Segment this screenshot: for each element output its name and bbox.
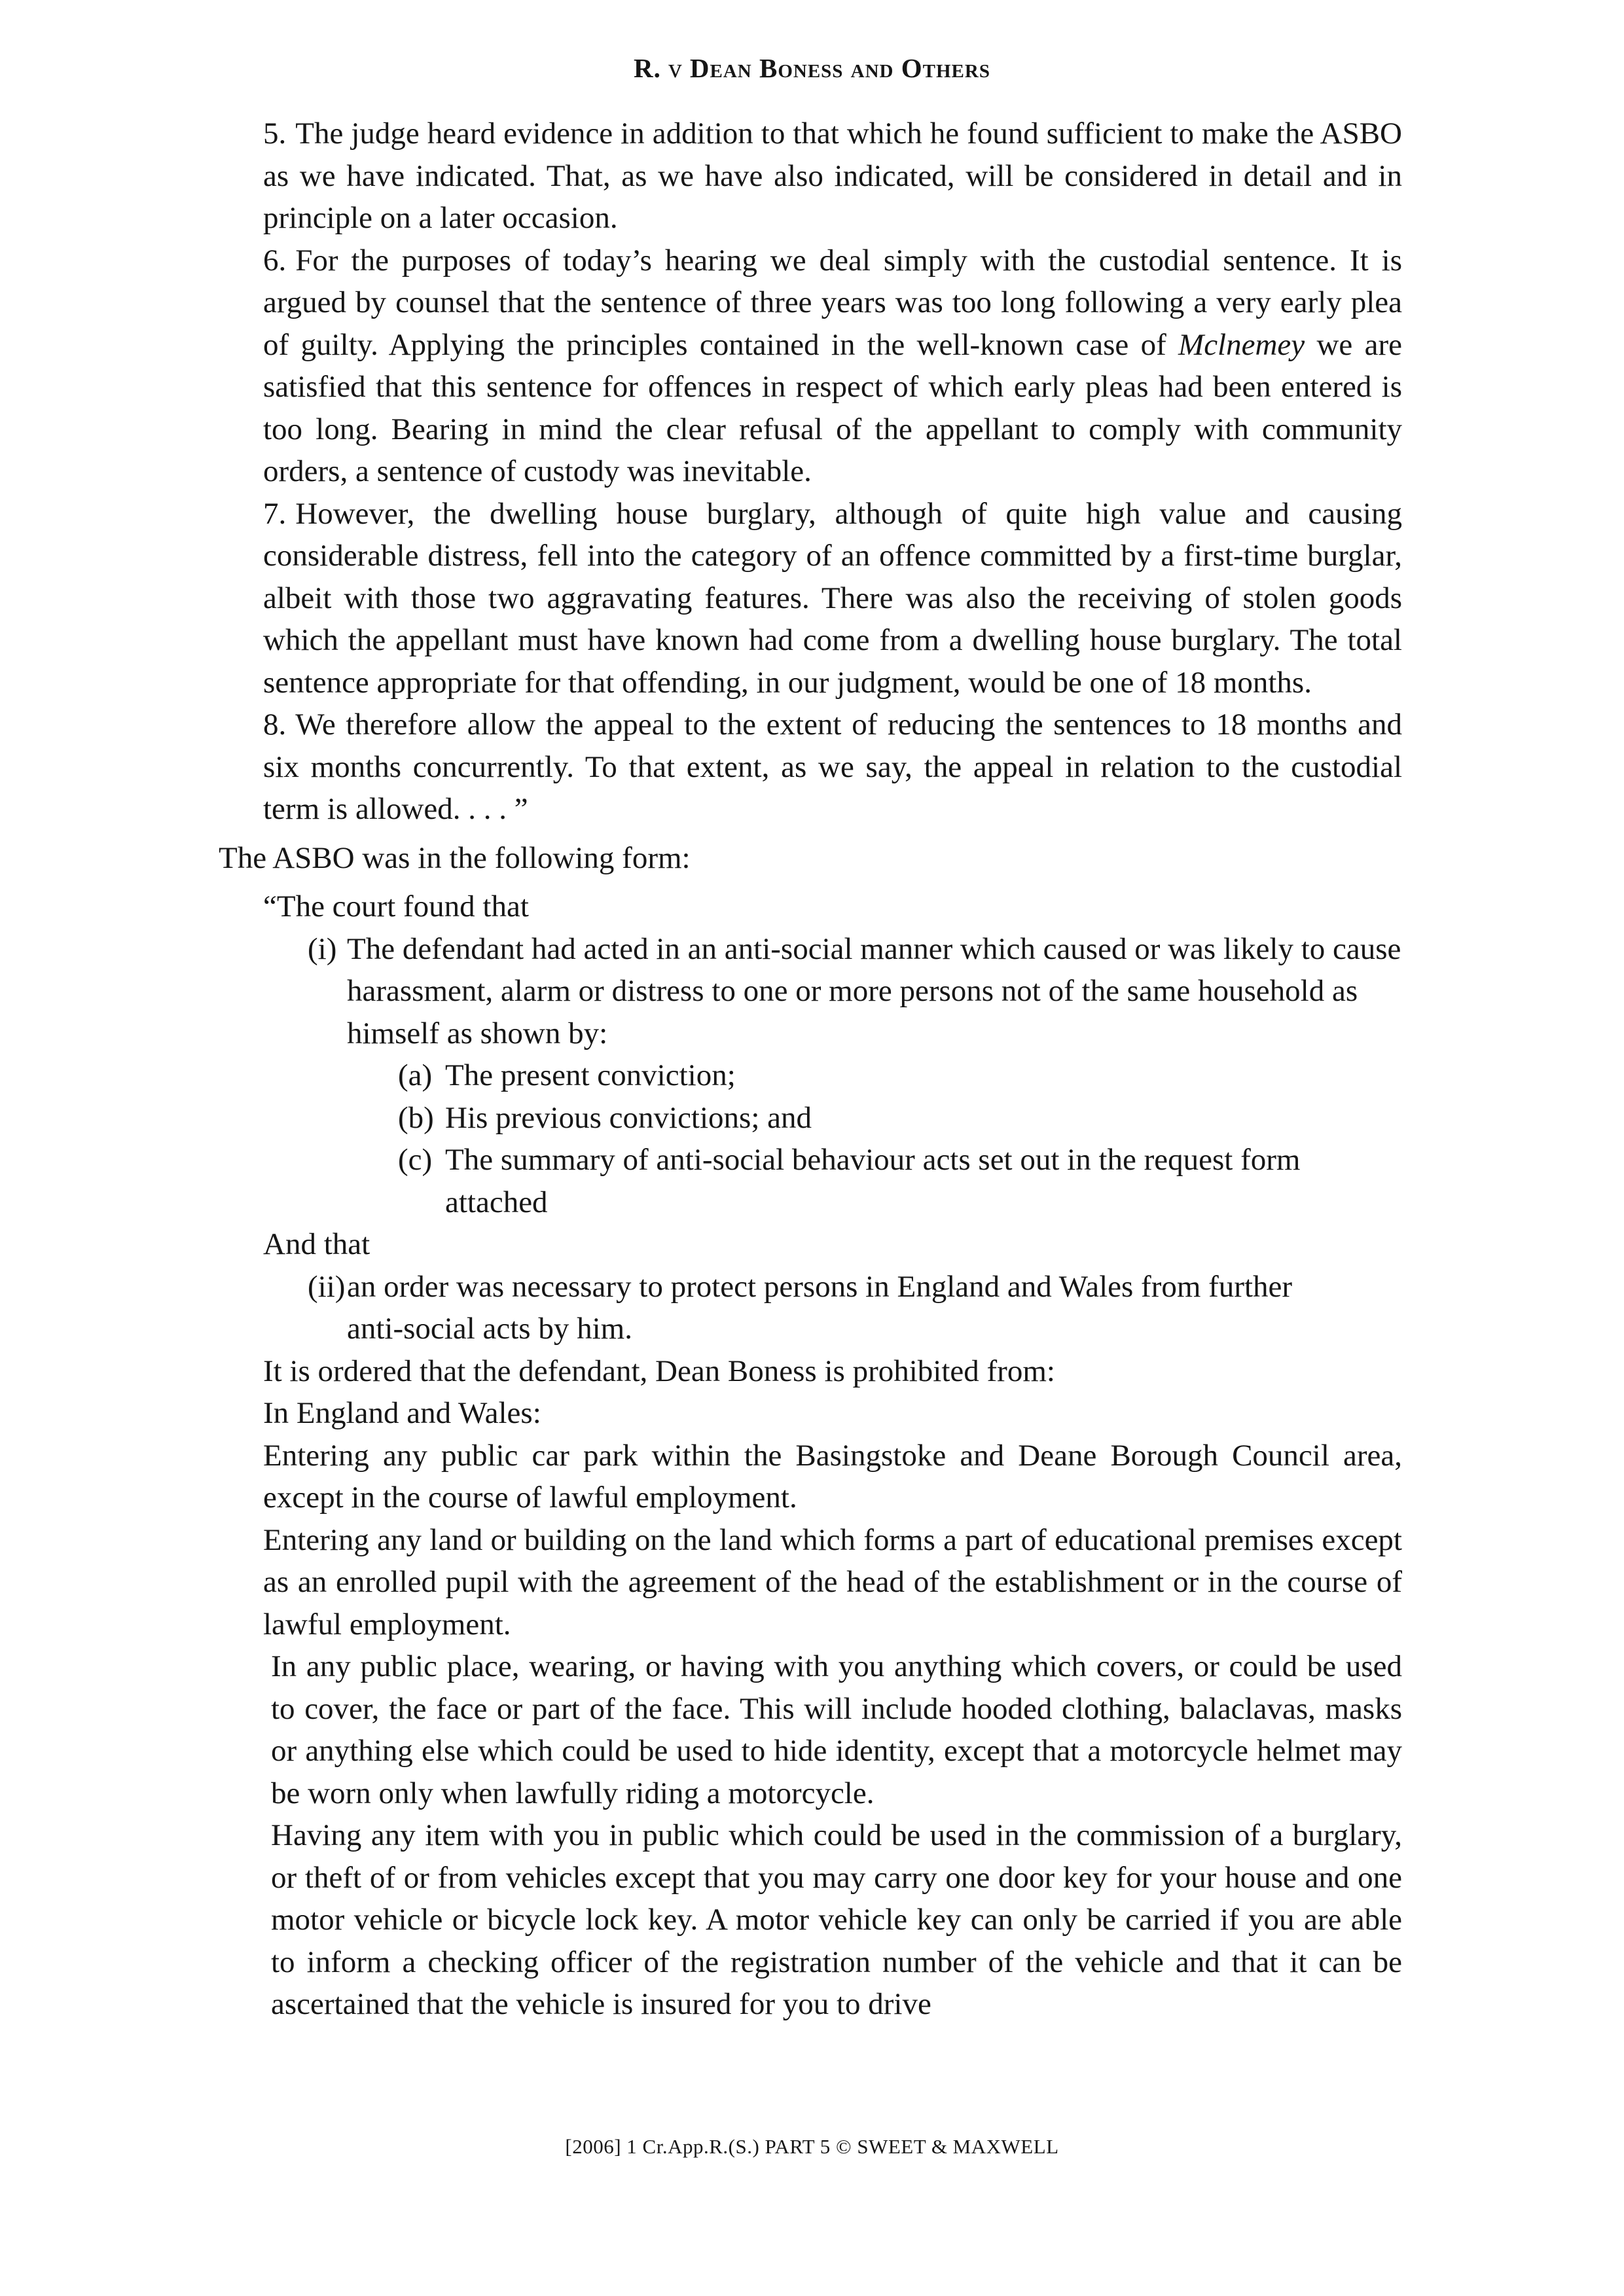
order-location: In England and Wales: bbox=[263, 1396, 541, 1430]
order-sub-item bbox=[263, 1054, 1402, 1097]
item-text: The present conviction; bbox=[445, 1058, 736, 1092]
paragraph-text: For the purposes of today’s hearing we deal simply with the custodial sentence. It is argued by counsel that the sentence of three years was too long following a very early plea of guilty. Applying the principles contained in the well-known case of bbox=[263, 243, 1402, 362]
running-head bbox=[0, 52, 1624, 84]
running-head-title: Dean Boness and Others bbox=[689, 53, 990, 83]
order-prohibited-statement: It is ordered that the defendant, Dean Boness is prohibited from: bbox=[263, 1354, 1055, 1388]
order-and-that: And that bbox=[263, 1227, 370, 1261]
paragraph-text: However, the dwelling house burglary, although of quite high value and causing considerable distress, fell into the category of an offence committed by a first-time burglar, albeit with those two aggravating features. There was also the receiving of stolen goods which the appellant must have known had come from a dwelling house burglary. The total sentence appropriate for that offending, in our judgment, would be one of 18 months. bbox=[263, 496, 1402, 700]
item-text: The defendant had acted in an anti-social manner which caused or was likely to cause harassment, alarm or distress to one or more persons not of the same household as himself as shown by: bbox=[347, 931, 1401, 1050]
page-footer: [2006] 1 Cr.App.R.(S.) PART 5 © SWEET & MAXWELL bbox=[565, 2135, 1059, 2158]
item-label: (b) bbox=[398, 1100, 434, 1135]
order-sub-item bbox=[263, 1097, 1402, 1139]
item-text: His previous convictions; and bbox=[445, 1100, 812, 1135]
paragraph-number: 6. bbox=[263, 243, 287, 278]
order-sub-item bbox=[263, 1139, 1402, 1223]
paragraph-7 bbox=[263, 493, 1402, 704]
paragraph-number: 5. bbox=[263, 117, 287, 151]
case-name: Mclnemey bbox=[1178, 327, 1305, 362]
prohibition-item: Entering any land or building on the land which forms a part of educational premises except as an enrolled pupil with the agreement of the head of the establishment or in the course of lawful employment. bbox=[263, 1522, 1402, 1641]
paragraph-text: We therefore allow the appeal to the extent of reducing the sentences to 18 months and six months concurrently. To that extent, as we say, the appeal in relation to the custodial term is allowed. . . . ” bbox=[263, 708, 1402, 826]
paragraph-5 bbox=[263, 113, 1402, 240]
order-finding-i bbox=[263, 928, 1402, 1055]
paragraph-8 bbox=[263, 704, 1402, 831]
prohibition-item: Having any item with you in public which could be used in the commission of a burglary, or theft of or from vehicles except that you may carry one door key for your house and one motor vehicle or bicycle lock key. A motor vehicle key can only be carried if you are able to inform a checking officer of the registration number of the vehicle and that it can be ascertained that the vehicle is insured for you to drive bbox=[271, 1818, 1402, 2021]
item-text: an order was necessary to protect persons in England and Wales from further anti-social acts by him. bbox=[347, 1269, 1293, 1346]
paragraph-text-continued: we are satisfied that this sentence for offences in respect of which early pleas had been entered is too long. Bearing in mind the clear refusal of the appellant to comply with community orders, a sentence of custody was inevitable. bbox=[263, 327, 1402, 488]
prohibition-item: Entering any public car park within the Basingstoke and Deane Borough Council area, except in the course of lawful employment. bbox=[263, 1438, 1402, 1515]
paragraph-number: 8. bbox=[263, 708, 287, 742]
asbo-intro: The ASBO was in the following form: bbox=[219, 840, 691, 875]
body-text bbox=[219, 113, 1402, 2026]
item-label: (a) bbox=[398, 1058, 433, 1092]
prohibition-item: In any public place, wearing, or having with you anything which covers, or could be used to cover, the face or part of the face. This will include hooded clothing, balaclavas, masks or anything else which could be used to hide identity, except that a motorcycle helmet may be worn only when lawfully riding a motorcycle. bbox=[271, 1649, 1402, 1810]
order-court-found: “The court found that bbox=[263, 889, 529, 924]
item-text: The summary of anti-social behaviour acts set out in the request form attached bbox=[445, 1143, 1301, 1219]
item-label: (ii) bbox=[308, 1269, 346, 1304]
running-head-v: v bbox=[668, 53, 683, 83]
order-finding-ii bbox=[263, 1266, 1402, 1350]
paragraph-6 bbox=[263, 240, 1402, 493]
running-head-r: R. bbox=[634, 53, 661, 83]
item-label: (c) bbox=[398, 1143, 433, 1177]
paragraph-number: 7. bbox=[263, 496, 287, 531]
paragraph-text: The judge heard evidence in addition to that which he found sufficient to make the ASBO as we have indicated. That, as we have also indicated, will be considered in detail and in principle on a later occasion. bbox=[263, 117, 1402, 235]
item-label: (i) bbox=[308, 931, 337, 966]
